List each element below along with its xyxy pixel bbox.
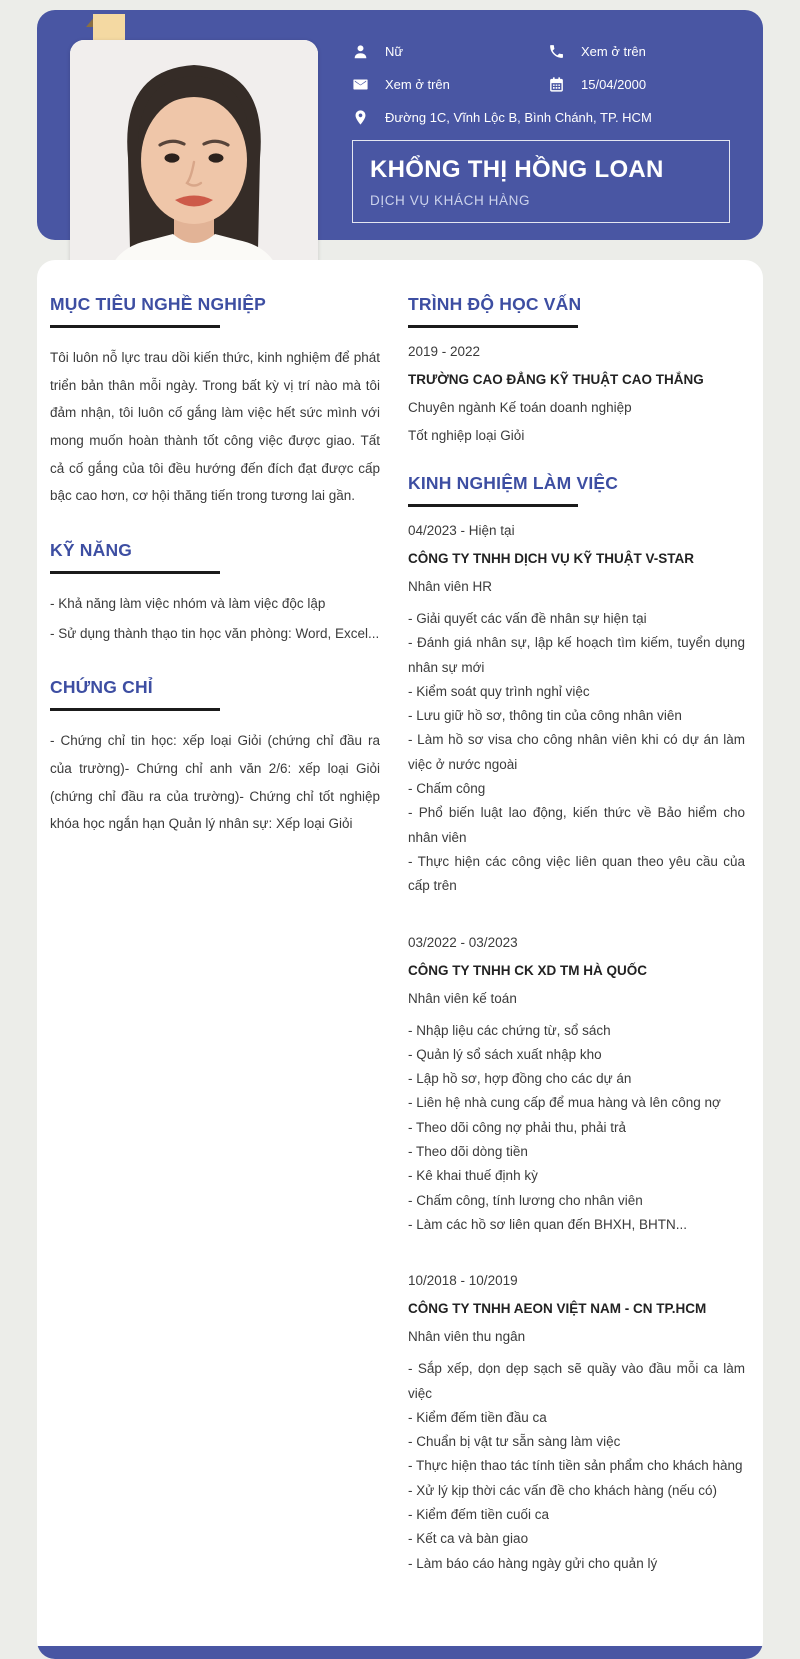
job-entry	[408, 935, 745, 1238]
job-role: Nhân viên kế toán	[408, 990, 517, 1006]
section-education	[408, 294, 745, 443]
mail-icon	[352, 76, 369, 93]
education-grade: Tốt nghiệp loại Giỏi	[408, 428, 525, 443]
job-company: CÔNG TY TNHH CK XD TM HÀ QUỐC	[408, 962, 647, 978]
job-entry	[408, 523, 745, 899]
gender-value: Nữ	[385, 43, 404, 59]
section-underline	[408, 504, 578, 507]
section-title-experience: KINH NGHIỆM LÀM VIỆC	[408, 473, 619, 493]
skill-item: - Sử dụng thành thạo tin học văn phòng: Word, Excel...	[50, 625, 380, 641]
person-icon	[352, 43, 369, 60]
section-skills	[50, 540, 380, 647]
section-underline	[50, 325, 220, 328]
birthday-value: 15/04/2000	[581, 76, 647, 92]
section-underline	[408, 325, 578, 328]
header-content	[352, 42, 730, 223]
duty-item: - Chấm công	[408, 781, 486, 797]
duty-item: - Chuẩn bị vật tư sẵn sàng làm việc	[408, 1434, 621, 1450]
duty-item: - Liên hệ nhà cung cấp để mua hàng và lên công nợ	[408, 1095, 721, 1111]
contact-address	[352, 108, 730, 126]
section-certificates	[50, 677, 380, 838]
email-value: Xem ở trên	[385, 76, 450, 92]
education-period: 2019 - 2022	[408, 344, 481, 359]
duty-item: - Phổ biến luật lao động, kiến thức về Bảo hiểm cho nhân viên	[408, 805, 745, 845]
calendar-icon	[548, 76, 565, 93]
candidate-job-title: DỊCH VỤ KHÁCH HÀNG	[370, 193, 531, 208]
duty-item: - Thực hiện thao tác tính tiền sản phẩm cho khách hàng	[408, 1458, 743, 1474]
job-duties-list	[408, 1357, 745, 1576]
section-underline	[50, 571, 220, 574]
job-company: CÔNG TY TNHH DỊCH VỤ KỸ THUẬT V-STAR	[408, 551, 695, 566]
objective-text: Tôi luôn nỗ lực trau dồi kiến thức, kinh nghiệm để phát triển bản thân mỗi ngày. Trong bất kỳ vị trí nào mà tôi đảm nhận, tôi luôn cố gắng làm việc hết sức mình với mong muốn hoàn thành tốt công việc được giao. Tất cả cố gắng của tôi đều hướng đến đích đạt được cấp bậc cao hơn, cơ hội thăng tiến trong tương lai gần.	[50, 350, 380, 504]
duty-item: - Làm hồ sơ visa cho công nhân viên khi có dự án làm việc ở nước ngoài	[408, 732, 745, 772]
phone-icon	[548, 43, 565, 60]
duty-item: - Sắp xếp, dọn dẹp sạch sẽ quầy vào đầu mỗi ca làm việc	[408, 1361, 745, 1401]
duty-item: - Quản lý sổ sách xuất nhập kho	[408, 1046, 602, 1062]
profile-photo	[70, 40, 318, 286]
education-school: TRƯỜNG CAO ĐẲNG KỸ THUẬT CAO THẮNG	[408, 372, 704, 387]
job-role: Nhân viên thu ngân	[408, 1329, 526, 1345]
duty-item: - Kiểm đếm tiền đầu ca	[408, 1409, 547, 1425]
job-duties-list	[408, 1019, 745, 1238]
section-title-objective: MỤC TIÊU NGHỀ NGHIỆP	[50, 294, 266, 314]
right-column	[408, 294, 745, 1606]
section-title-skills: KỸ NĂNG	[50, 540, 133, 561]
duty-item: - Kiểm soát quy trình nghỉ việc	[408, 683, 590, 699]
contact-gender	[352, 42, 548, 60]
phone-value: Xem ở trên	[581, 43, 646, 59]
job-company: CÔNG TY TNHH AEON VIỆT NAM - CN TP.HCM	[408, 1301, 707, 1317]
contact-phone	[548, 42, 730, 60]
address-value: Đường 1C, Vĩnh Lộc B, Bình Chánh, TP. HCM	[385, 109, 652, 125]
duty-item: - Lập hồ sơ, hợp đồng cho các dự án	[408, 1071, 632, 1087]
duty-item: - Nhập liệu các chứng từ, sổ sách	[408, 1022, 611, 1038]
duty-item: - Theo dõi công nợ phải thu, phải trả	[408, 1119, 626, 1135]
section-title-certificates: CHỨNG CHỈ	[50, 677, 153, 698]
duty-item: - Làm báo cáo hàng ngày gửi cho quản lý	[408, 1555, 658, 1571]
job-duties-list	[408, 607, 745, 899]
cv-body-card	[37, 260, 763, 1659]
duty-item: - Theo dõi dòng tiền	[408, 1144, 528, 1160]
section-title-education: TRÌNH ĐỘ HỌC VẤN	[408, 294, 582, 314]
skill-item: - Khả năng làm việc nhóm và làm việc độc lập	[50, 596, 326, 612]
section-underline	[50, 708, 220, 711]
section-objective	[50, 294, 380, 510]
contact-birthday	[548, 75, 730, 93]
job-role: Nhân viên HR	[408, 579, 493, 594]
duty-item: - Làm các hồ sơ liên quan đến BHXH, BHTN...	[408, 1216, 687, 1232]
duty-item: - Kết ca và bàn giao	[408, 1531, 529, 1547]
location-icon	[352, 109, 369, 126]
job-entry	[408, 1273, 745, 1576]
duty-item: - Kiểm đếm tiền cuối ca	[408, 1507, 550, 1523]
job-period: 10/2018 - 10/2019	[408, 1273, 518, 1289]
duty-item: - Xử lý kịp thời các vấn đề cho khách hàng (nếu có)	[408, 1482, 718, 1498]
section-experience	[408, 473, 745, 1576]
duty-item: - Thực hiện các công việc liên quan theo yêu cầu của cấp trên	[408, 853, 745, 894]
duty-item: - Chấm công, tính lương cho nhân viên	[408, 1192, 643, 1208]
portrait-illustration	[70, 40, 318, 286]
duty-item: - Đánh giá nhân sự, lập kế hoạch tìm kiếm, tuyển dụng nhân sự mới	[408, 635, 745, 675]
skills-list	[50, 590, 380, 647]
cv-columns	[37, 260, 763, 1646]
duty-item: - Lưu giữ hồ sơ, thông tin của công nhân viên	[408, 708, 682, 724]
candidate-name: KHỔNG THỊ HỒNG LOAN	[370, 156, 664, 183]
job-period: 03/2022 - 03/2023	[408, 934, 518, 950]
job-period: 04/2023 - Hiện tại	[408, 523, 515, 538]
education-major: Chuyên ngành Kế toán doanh nghiệp	[408, 400, 632, 415]
duty-item: - Giải quyết các vấn đề nhân sự hiện tại	[408, 611, 647, 626]
certificates-text: - Chứng chỉ tin học: xếp loại Giỏi (chứng chỉ đầu ra của trường)- Chứng chỉ anh văn 2/6: xếp loại Giỏi (chứng chỉ đầu ra của trường)- Chứng chỉ tốt nghiệp khóa học ngắn hạn Quản lý nhân sự: Xếp loại Giỏi	[50, 733, 380, 832]
duty-item: - Kê khai thuế định kỳ	[408, 1168, 538, 1184]
footer-bar	[37, 1646, 763, 1659]
left-column	[50, 294, 380, 1606]
name-box	[352, 140, 730, 223]
contact-info	[352, 42, 730, 126]
contact-email	[352, 75, 548, 93]
